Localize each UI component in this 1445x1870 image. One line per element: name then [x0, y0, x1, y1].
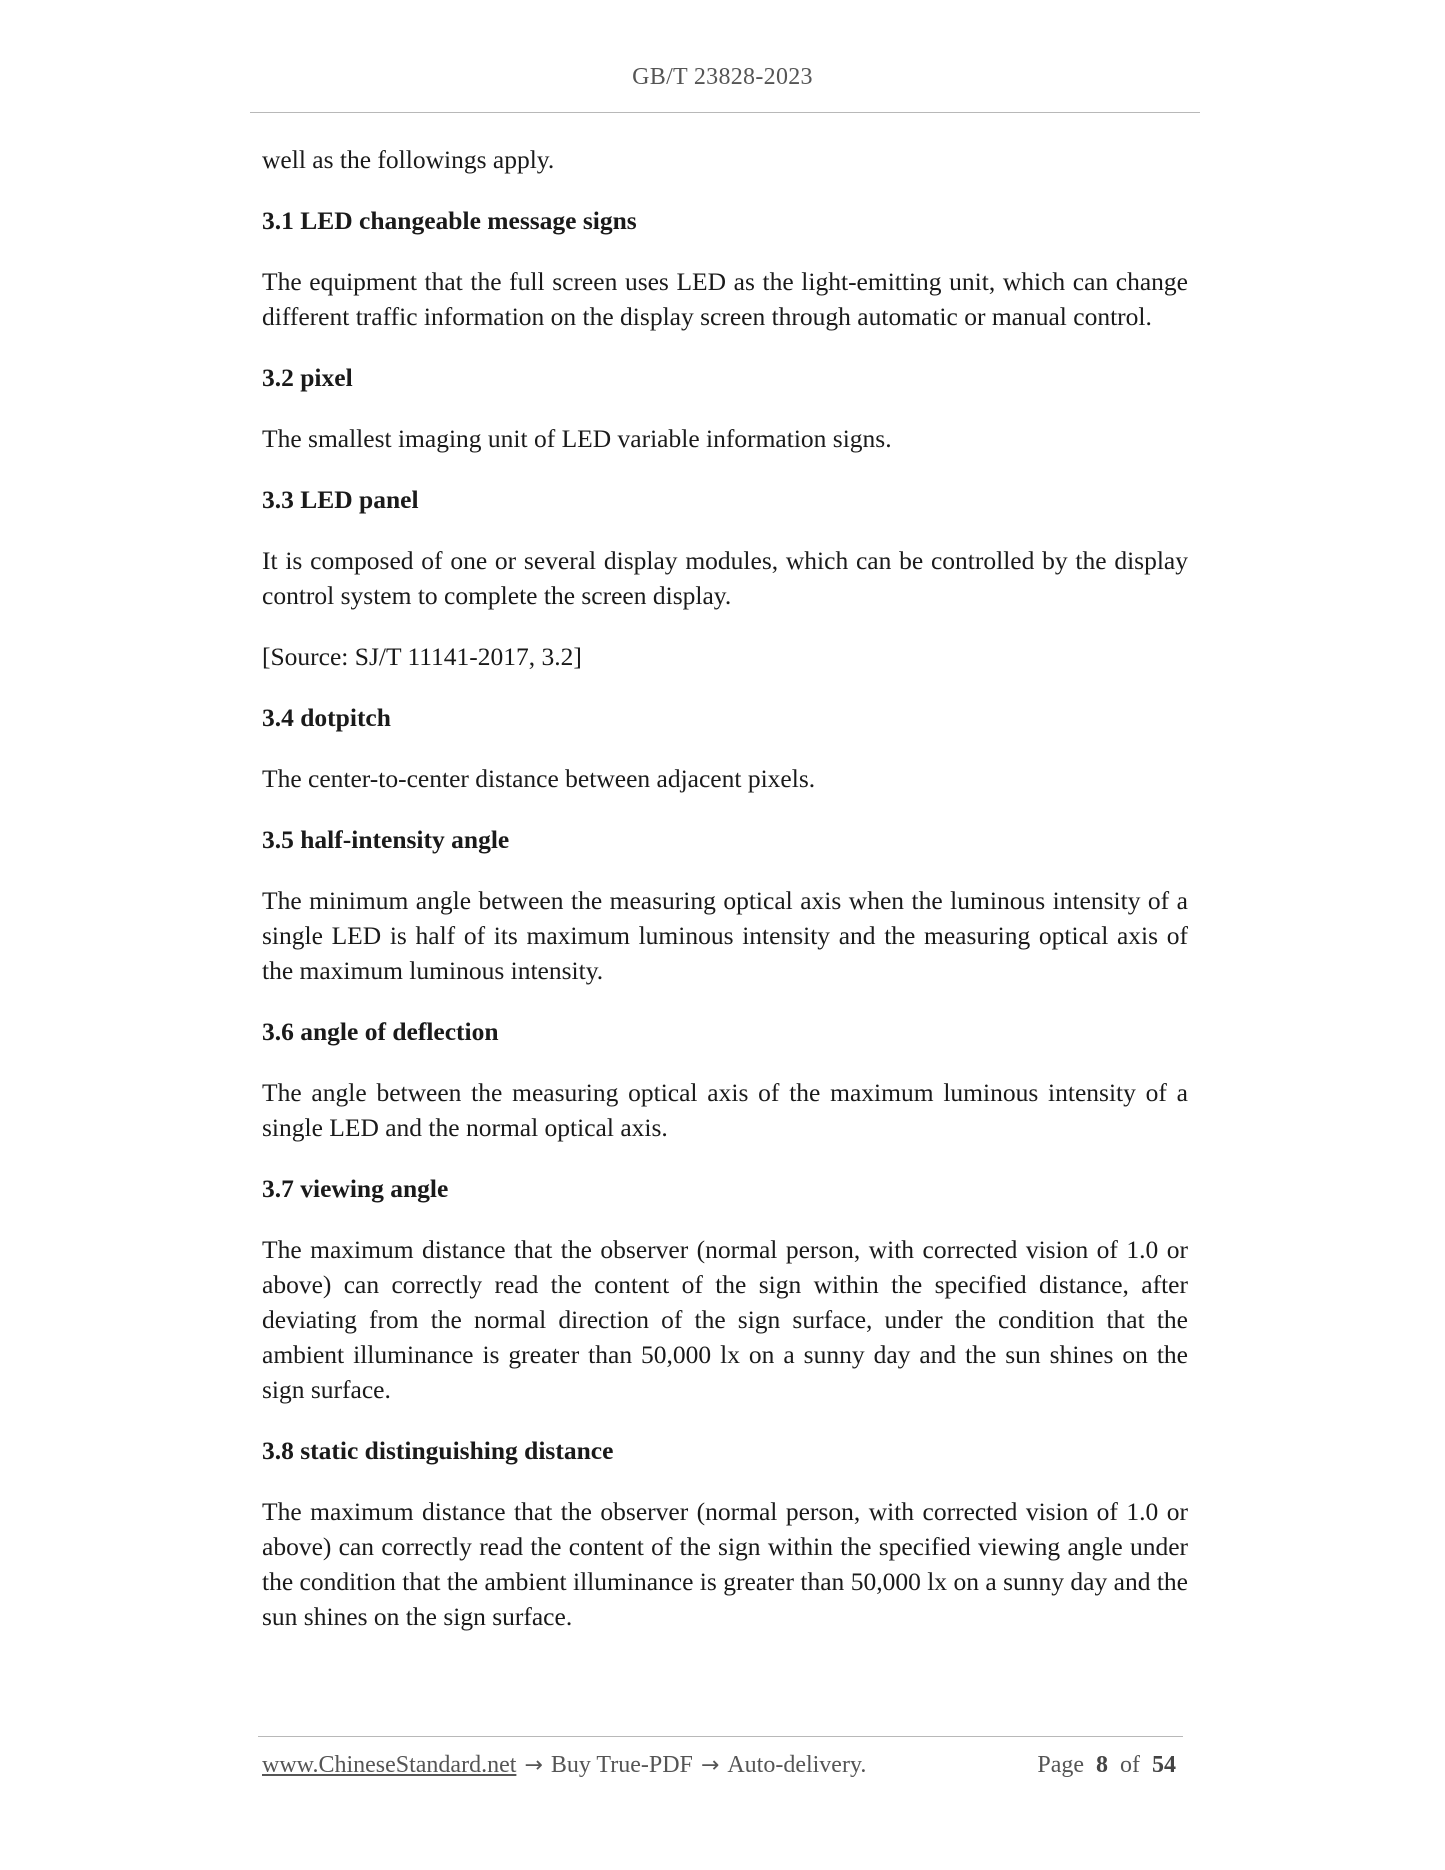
- section-paragraph: The angle between the measuring optical axis of the maximum luminous intensity of a single LED and the normal optical axis.: [262, 1078, 1188, 1142]
- section-heading-3-8: 3.8 static distinguishing distance: [262, 1436, 614, 1465]
- section-paragraph: The maximum distance that the observer (normal person, with corrected vision of 1.0 or above) can correctly read the content of the sign within the specified distance, after deviating from the normal direction of the sign surface, under the condition that the ambient illuminance is greater than 50,000 lx on a sunny day and the sun shines on the sign surface.: [262, 1235, 1188, 1404]
- intro-paragraph: well as the followings apply.: [262, 145, 555, 174]
- footer-purchase-info: [262, 1752, 866, 1779]
- auto-delivery-text: Auto-delivery.: [727, 1752, 867, 1778]
- section-heading-3-5: 3.5 half-intensity angle: [262, 825, 510, 854]
- right-arrow-icon: →: [700, 1753, 720, 1778]
- buy-true-pdf-text: Buy True-PDF: [550, 1752, 693, 1778]
- page-footer: [262, 1752, 1182, 1779]
- section-heading-3-6: 3.6 angle of deflection: [262, 1017, 499, 1046]
- footer-divider: [258, 1736, 1183, 1737]
- section-paragraph: It is composed of one or several display modules, which can be controlled by the display control system to complete the screen display.: [262, 546, 1188, 610]
- section-heading-3-1: 3.1 LED changeable message signs: [262, 206, 637, 235]
- section-paragraph: The minimum angle between the measuring optical axis when the luminous intensity of a single LED is half of its maximum luminous intensity and the measuring optical axis of the maximum luminous intensity.: [262, 886, 1188, 985]
- section-paragraph: The center-to-center distance between adjacent pixels.: [262, 764, 816, 793]
- section-paragraph: The maximum distance that the observer (normal person, with corrected vision of 1.0 or above) can correctly read the content of the sign within the specified viewing angle under the condition that the ambient illuminance is greater than 50,000 lx on a sunny day and the sun shines on the sign surface.: [262, 1497, 1188, 1631]
- document-code-header: GB/T 23828-2023: [632, 64, 813, 90]
- document-body: [262, 142, 1188, 1660]
- page-of-label: of: [1120, 1752, 1140, 1778]
- website-link[interactable]: www.ChineseStandard.net: [262, 1752, 517, 1778]
- page-label: Page: [1037, 1752, 1084, 1778]
- section-heading-3-3: 3.3 LED panel: [262, 485, 419, 514]
- section-paragraph: The equipment that the full screen uses LED as the light-emitting unit, which can change different traffic information on the display screen through automatic or manual control.: [262, 267, 1188, 331]
- section-heading-3-4: 3.4 dotpitch: [262, 703, 391, 732]
- page-number: [1037, 1752, 1182, 1779]
- header-divider: [250, 112, 1200, 113]
- section-heading-3-7: 3.7 viewing angle: [262, 1174, 449, 1203]
- total-pages: 54: [1152, 1752, 1176, 1778]
- section-heading-3-2: 3.2 pixel: [262, 363, 353, 392]
- right-arrow-icon: →: [524, 1753, 543, 1778]
- source-reference: [Source: SJ/T 11141-2017, 3.2]: [262, 642, 582, 671]
- current-page: 8: [1096, 1752, 1108, 1778]
- section-paragraph: The smallest imaging unit of LED variable information signs.: [262, 424, 892, 453]
